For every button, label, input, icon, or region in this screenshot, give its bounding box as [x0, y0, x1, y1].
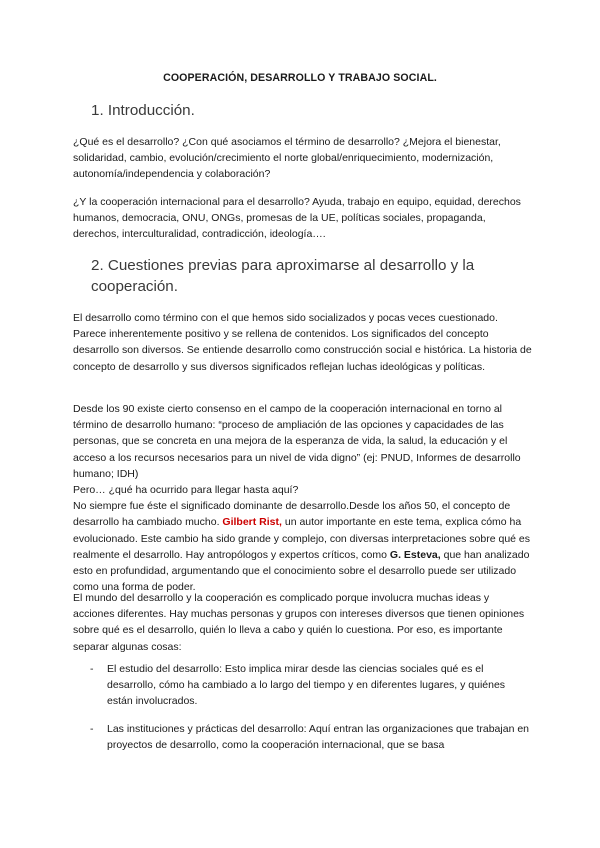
document-title: COOPERACIÓN, DESARROLLO Y TRABAJO SOCIAL. — [163, 72, 437, 84]
bullet-item — [90, 661, 530, 710]
bullet-dash: - — [90, 723, 94, 735]
bullet-text: Las instituciones y prácticas del desarrollo: Aquí entran las organizaciones que trabajan en proyectos de desarrollo, como la cooperación internacional, que se basa — [107, 723, 530, 752]
paragraph-text: Pero… ¿qué ha ocurrido para llegar hasta aquí? — [73, 484, 299, 497]
text-run: un autor importante en este tema, explica cómo ha evolucionado. Este cambio ha sido grande y complejo, con diversas interpretaciones sobre qué es realmente el desarrollo. Hay antropólogos y expertos críticos, como — [73, 516, 531, 561]
text-run: que han analizado esto en profundidad, argumentando que el conocimiento sobre el desarrollo puede ser utilizado como una forma de poder. — [73, 548, 530, 594]
section-1-heading: 1. Introducción. — [91, 102, 195, 119]
section-1-paragraph-1 — [73, 134, 533, 183]
section-1-paragraph-2 — [73, 194, 533, 243]
bullet-item — [90, 721, 530, 753]
paragraph-text-rich — [73, 498, 533, 595]
paragraph-text: El desarrollo como término con el que hemos sido socializados y pocas veces cuestionado. Parece inherentemente positivo y se rellena de contenidos. Los significados del concepto desarrollo son diversos. Se entiende desarrollo como construcción social e histórica. La historia de concepto de desarrollo y sus diversos significados reflejan luchas ideológicas y políticas. — [73, 312, 532, 373]
paragraph-text: ¿Qué es el desarrollo? ¿Con qué asociamos el término de desarrollo? ¿Mejora el bienestar, solidaridad, cambio, evolución/crecimiento el norte global/enriquecimiento, modernización, autonomía/independencia y colaboración? — [73, 136, 501, 181]
section-2-paragraph-1 — [73, 310, 533, 375]
author-name-rist: Gilbert Rist, — [222, 516, 282, 529]
text-run: No siempre fue éste el significado dominante de desarrollo.Desde los años 50, el concepto de desarrollo ha cambiado mucho. — [73, 500, 511, 529]
section-2-heading: 2. Cuestiones previas para aproximarse al desarrollo y la cooperación. — [91, 257, 475, 295]
paragraph-text: El mundo del desarrollo y la cooperación es complicado porque involucra muchas ideas y acciones diferentes. Hay muchas personas y grupos con intereses diversos que tienen opiniones sobre qué es el desarrollo, quién lo lleva a cabo y quién lo cuestiona. Por eso, es importante separar algunas cosas: — [73, 592, 525, 653]
paragraph-text: Desde los 90 existe cierto consenso en el campo de la cooperación internacional en torno al término de desarrollo humano: “proceso de ampliación de las opciones y capacidades de las personas, que se concreta en una mejora de la esperanza de vida, la salud, la educación y el acceso a los recursos necesarios para un nivel de vida digno” (ej: PNUD, Informes de desarrollo humano; IDH) — [73, 403, 521, 480]
section-2-paragraph-3 — [73, 590, 533, 655]
section-2-paragraph-2 — [73, 401, 533, 595]
paragraph-text: ¿Y la cooperación internacional para el desarrollo? Ayuda, trabajo en equipo, equidad, derechos humanos, democracia, ONU, ONGs, promesas de la UE, políticas sociales, propaganda, derechos, interculturalidad, contradicción, ideología…. — [73, 196, 521, 241]
bullet-text: El estudio del desarrollo: Esto implica mirar desde las ciencias sociales qué es el desarrollo, cómo ha cambiado a lo largo del tiempo y en diferentes lugares, y quiénes están involucrados. — [107, 663, 506, 708]
bullet-dash: - — [90, 663, 94, 675]
author-name-esteva: G. Esteva, — [389, 548, 441, 561]
